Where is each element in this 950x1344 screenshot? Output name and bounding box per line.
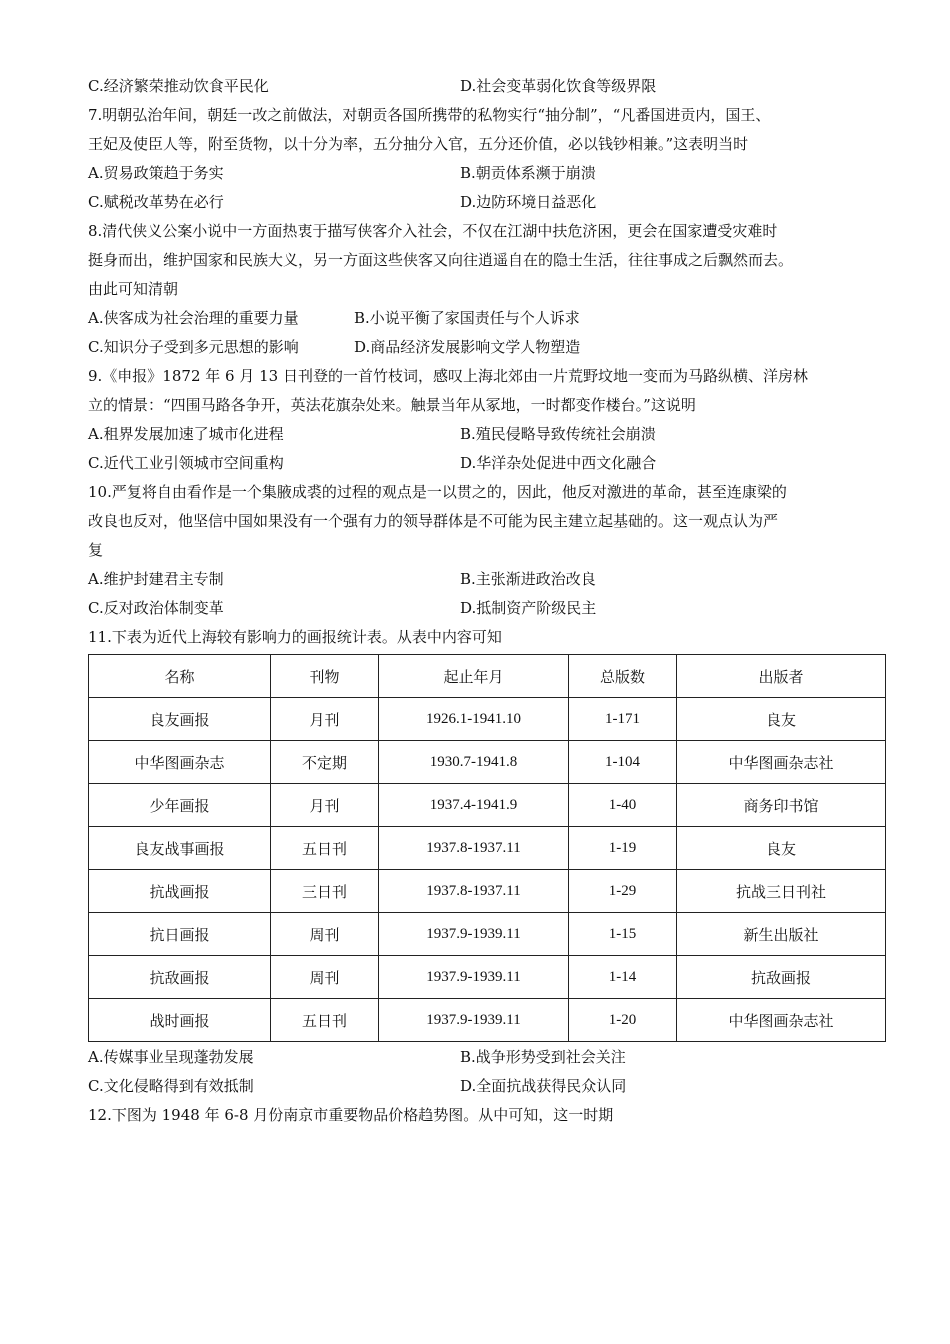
- table-cell: 良友: [677, 698, 886, 741]
- q9-stem-line: 9.《申报》1872 年 6 月 13 日刊登的一首竹枝词，感叹上海北郊由一片荒野坟地一变而为马路纵横、洋房林: [88, 367, 808, 385]
- q8-stem-line: 8.清代侠义公案小说中一方面热衷于描写侠客介入社会，不仅在江湖中扶危济困，更会在国家遭受灾难时: [88, 222, 778, 240]
- q11-option-d: D.全面抗战获得民众认同: [460, 1077, 627, 1095]
- table-cell: 抗敌画报: [89, 956, 271, 999]
- table-cell: 1-20: [569, 999, 677, 1042]
- table-header-cell: 起止年月: [379, 655, 569, 698]
- q6-options: [88, 72, 888, 101]
- q10-options-row: [88, 594, 888, 623]
- q9-option-d: D.华洋杂处促进中西文化融合: [460, 454, 657, 472]
- table-cell: 1930.7-1941.8: [379, 741, 569, 784]
- table-cell: 1937.9-1939.11: [379, 956, 569, 999]
- table-header-cell: 出版者: [677, 655, 886, 698]
- q7-option-c: C.赋税改革势在必行: [88, 193, 224, 211]
- table-cell: 1-40: [569, 784, 677, 827]
- table-cell: 月刊: [271, 784, 379, 827]
- table-cell: 战时画报: [89, 999, 271, 1042]
- q6-option-d: D.社会变革弱化饮食等级界限: [460, 77, 657, 95]
- table-cell: 中华图画杂志社: [677, 999, 886, 1042]
- q8-options-row: [88, 333, 888, 362]
- q10-option-c: C.反对政治体制变革: [88, 599, 224, 617]
- q10-option-a: A.维护封建君主专制: [88, 570, 224, 588]
- q10-stem-line: 10.严复将自由看作是一个集腋成裘的过程的观点是一以贯之的，因此，他反对激进的革命，甚至连康梁的: [88, 483, 787, 501]
- q10-options-row: [88, 565, 888, 594]
- table-row: [89, 870, 886, 913]
- table-cell: 1926.1-1941.10: [379, 698, 569, 741]
- q10-option-b: B.主张渐进政治改良: [460, 570, 596, 588]
- q6-option-c: C.经济繁荣推动饮食平民化: [88, 77, 269, 95]
- table-cell: 良友画报: [89, 698, 271, 741]
- q9-option-b: B.殖民侵略导致传统社会崩溃: [460, 425, 656, 443]
- q8-options-row: [88, 304, 888, 333]
- q9-option-a: A.租界发展加速了城市化进程: [88, 425, 284, 443]
- q11-option-b: B.战争形势受到社会关注: [460, 1048, 626, 1066]
- exam-page: [88, 72, 888, 1130]
- q8-stem-line: 由此可知清朝: [88, 280, 179, 298]
- table-row: [89, 913, 886, 956]
- q7-stem-line: 7.明朝弘治年间，朝廷一改之前做法，对朝贡各国所携带的私物实行“抽分制”，“凡番国进贡内，国王、: [88, 106, 771, 124]
- table-header-cell: 刊物: [271, 655, 379, 698]
- table-cell: 1937.8-1937.11: [379, 827, 569, 870]
- q10-stem-line: 改良也反对，他坚信中国如果没有一个强有力的领导群体是不可能为民主建立起基础的。这一观点认为严: [88, 512, 779, 530]
- table-row: [89, 698, 886, 741]
- table-cell: 良友: [677, 827, 886, 870]
- table-cell: 1-104: [569, 741, 677, 784]
- table-row: [89, 741, 886, 784]
- table-row: [89, 827, 886, 870]
- q10-stem-line: 复: [88, 541, 104, 559]
- table-cell: 五日刊: [271, 999, 379, 1042]
- q11-option-c: C.文化侵略得到有效抵制: [88, 1077, 254, 1095]
- table-row: [89, 956, 886, 999]
- table-cell: 不定期: [271, 741, 379, 784]
- q7-option-a: A.贸易政策趋于务实: [88, 164, 224, 182]
- table-cell: 抗日画报: [89, 913, 271, 956]
- q8-option-c: C.知识分子受到多元思想的影响: [88, 338, 299, 356]
- table-cell: 三日刊: [271, 870, 379, 913]
- table-cell: 中华图画杂志社: [677, 741, 886, 784]
- table-cell: 1937.4-1941.9: [379, 784, 569, 827]
- q7-options-row: [88, 159, 888, 188]
- table-cell: 周刊: [271, 913, 379, 956]
- q7-option-b: B.朝贡体系濒于崩溃: [460, 164, 596, 182]
- q8-option-a: A.侠客成为社会治理的重要力量: [88, 309, 299, 327]
- table-cell: 抗敌画报: [677, 956, 886, 999]
- q11-options-row: [88, 1043, 888, 1072]
- q9-option-c: C.近代工业引领城市空间重构: [88, 454, 284, 472]
- table-cell: 月刊: [271, 698, 379, 741]
- table-cell: 1-19: [569, 827, 677, 870]
- table-cell: 1-171: [569, 698, 677, 741]
- table-cell: 良友战事画报: [89, 827, 271, 870]
- table-header-cell: 总版数: [569, 655, 677, 698]
- q10-option-d: D.抵制资产阶级民主: [460, 599, 597, 617]
- table-cell: 抗战画报: [89, 870, 271, 913]
- table-row: [89, 784, 886, 827]
- table-cell: 少年画报: [89, 784, 271, 827]
- q11-option-a: A.传媒事业呈现蓬勃发展: [88, 1048, 254, 1066]
- table-cell: 1-15: [569, 913, 677, 956]
- table-cell: 1937.9-1939.11: [379, 913, 569, 956]
- table-cell: 抗战三日刊社: [677, 870, 886, 913]
- q11-stem: 11.下表为近代上海较有影响力的画报统计表。从表中内容可知: [88, 628, 502, 646]
- table-header-row: [89, 655, 886, 698]
- pictorial-stats-table: [88, 654, 886, 1042]
- table-cell: 1-29: [569, 870, 677, 913]
- q9-options-row: [88, 420, 888, 449]
- q9-options-row: [88, 449, 888, 478]
- q8-stem-line: 挺身而出，维护国家和民族大义，另一方面这些侠客又向往逍遥自在的隐士生活，往往事成之后飘然而去。: [88, 251, 794, 269]
- q8-option-b: B.小说平衡了家国责任与个人诉求: [354, 309, 580, 327]
- q8-option-d: D.商品经济发展影响文学人物塑造: [354, 338, 581, 356]
- table-cell: 周刊: [271, 956, 379, 999]
- q9-stem-line: 立的情景：“四围马路各争开，英法花旗杂处来。触景当年从冢地，一时都变作楼台。”这说明: [88, 396, 696, 414]
- table-cell: 五日刊: [271, 827, 379, 870]
- table-cell: 1-14: [569, 956, 677, 999]
- table-cell: 中华图画杂志: [89, 741, 271, 784]
- table-header-cell: 名称: [89, 655, 271, 698]
- table-cell: 新生出版社: [677, 913, 886, 956]
- table-cell: 1937.9-1939.11: [379, 999, 569, 1042]
- q11-options-row: [88, 1072, 888, 1101]
- q7-options-row: [88, 188, 888, 217]
- table-cell: 商务印书馆: [677, 784, 886, 827]
- table-cell: 1937.8-1937.11: [379, 870, 569, 913]
- q7-option-d: D.边防环境日益恶化: [460, 193, 597, 211]
- table-row: [89, 999, 886, 1042]
- q12-stem: 12.下图为 1948 年 6-8 月份南京市重要物品价格趋势图。从中可知，这一时期: [88, 1106, 614, 1124]
- q7-stem-line: 王妃及使臣人等，附至货物，以十分为率，五分抽分入官，五分还价值，必以钱钞相兼。”这表明当时: [88, 135, 749, 153]
